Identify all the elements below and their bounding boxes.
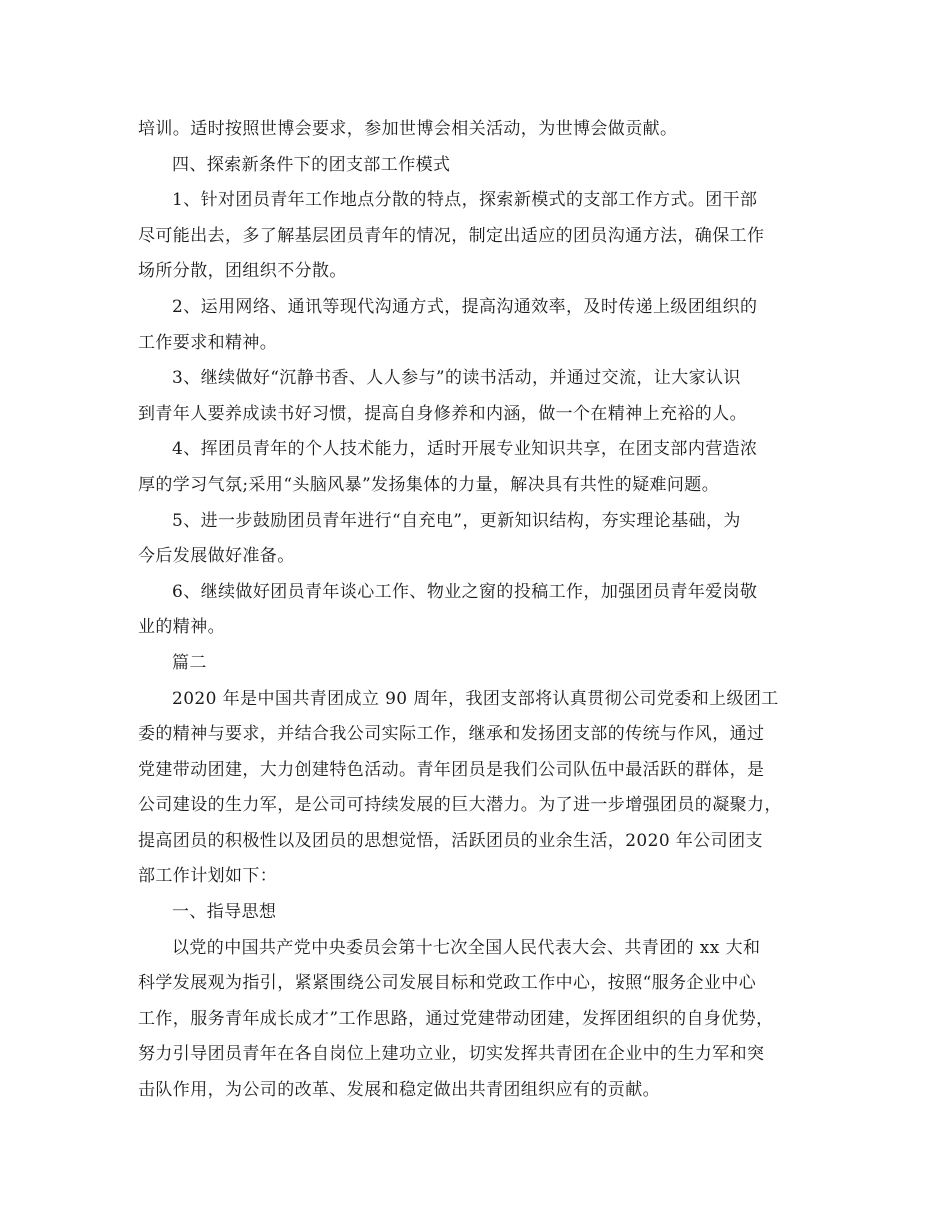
text-line: 公司建设的生力军，是公司可持续发展的巨大潜力。为了进一步增强团员的凝聚力， [138,795,782,816]
text-line: 场所分散，团组织不分散。 [138,261,347,282]
text-line: 部工作计划如下： [138,866,278,887]
paragraph-line: 6、继续做好团员青年谈心工作、物业之窗的投稿工作，加强团员青年爱岗敬 [172,581,758,602]
text-line: 尽可能出去，多了解基层团员青年的情况，制定出适应的团员沟通方法，确保工作 [138,225,765,246]
text-line: 工作要求和精神。 [138,332,278,353]
document-body [138,112,818,1109]
paragraph-line: 2020 年是中国共青团成立 90 周年，我团支部将认真贯彻公司党委和上级团工 [172,688,779,709]
text-line: 工作，服务青年成长成才”工作思路，通过党建带动团建，发挥团组织的自身优势， [138,1008,774,1029]
text-line: 培训。适时按照世博会要求，参加世博会相关活动，为世博会做贡献。 [138,119,678,139]
text-line: 今后发展做好准备。 [138,546,295,567]
text-line: 厚的学习气氛;采用“头脑风暴”发扬集体的力量，解决具有共性的疑难问题。 [138,474,720,495]
paragraph-line: 4、挥团员青年的个人技术能力，适时开展专业知识共享，在团支部内营造浓 [172,439,758,460]
section-heading: 四、探索新条件下的团支部工作模式 [172,154,451,175]
text-line: 到青年人要养成读书好习惯，提高自身修养和内涵，做一个在精神上充裕的人。 [138,403,747,424]
text-line: 提高团员的积极性以及团员的思想觉悟，活跃团员的业余生活，2020 年公司团支 [138,830,763,851]
text-line: 党建带动团建，大力创建特色活动。青年团员是我们公司队伍中最活跃的群体，是 [138,759,765,780]
paragraph-line: 2、运用网络、通讯等现代沟通方式，提高沟通效率，及时传递上级团组织的 [172,296,758,317]
text-line: 委的精神与要求，并结合我公司实际工作，继承和发扬团支部的传统与作风，通过 [138,724,765,745]
paragraph-line: 以党的中国共产党中央委员会第十七次全国人民代表大会、共青团的 xx 大和 [172,937,761,958]
text-line: 科学发展观为指引，紧紧围绕公司发展目标和党政工作中心，按照“服务企业中心 [138,973,757,994]
text-line: 努力引导团员青年在各自岗位上建功立业，切实发挥共青团在企业中的生力军和突 [138,1044,765,1065]
paragraph-line: 1、针对团员青年工作地点分散的特点，探索新模式的支部工作方式。团干部 [172,190,758,211]
paragraph-line: 3、继续做好“沉静书香、人人参与”的读书活动，并通过交流，让大家认识 [172,368,741,389]
text-line: 业的精神。 [138,617,225,638]
section-heading: 一、指导思想 [172,902,277,923]
section-heading: 篇二 [172,652,207,673]
text-line: 击队作用，为公司的改革、发展和稳定做出共青团组织应有的贡献。 [138,1080,660,1101]
paragraph-line: 5、进一步鼓励团员青年进行“自充电”，更新知识结构，夯实理论基础，为 [172,510,741,531]
